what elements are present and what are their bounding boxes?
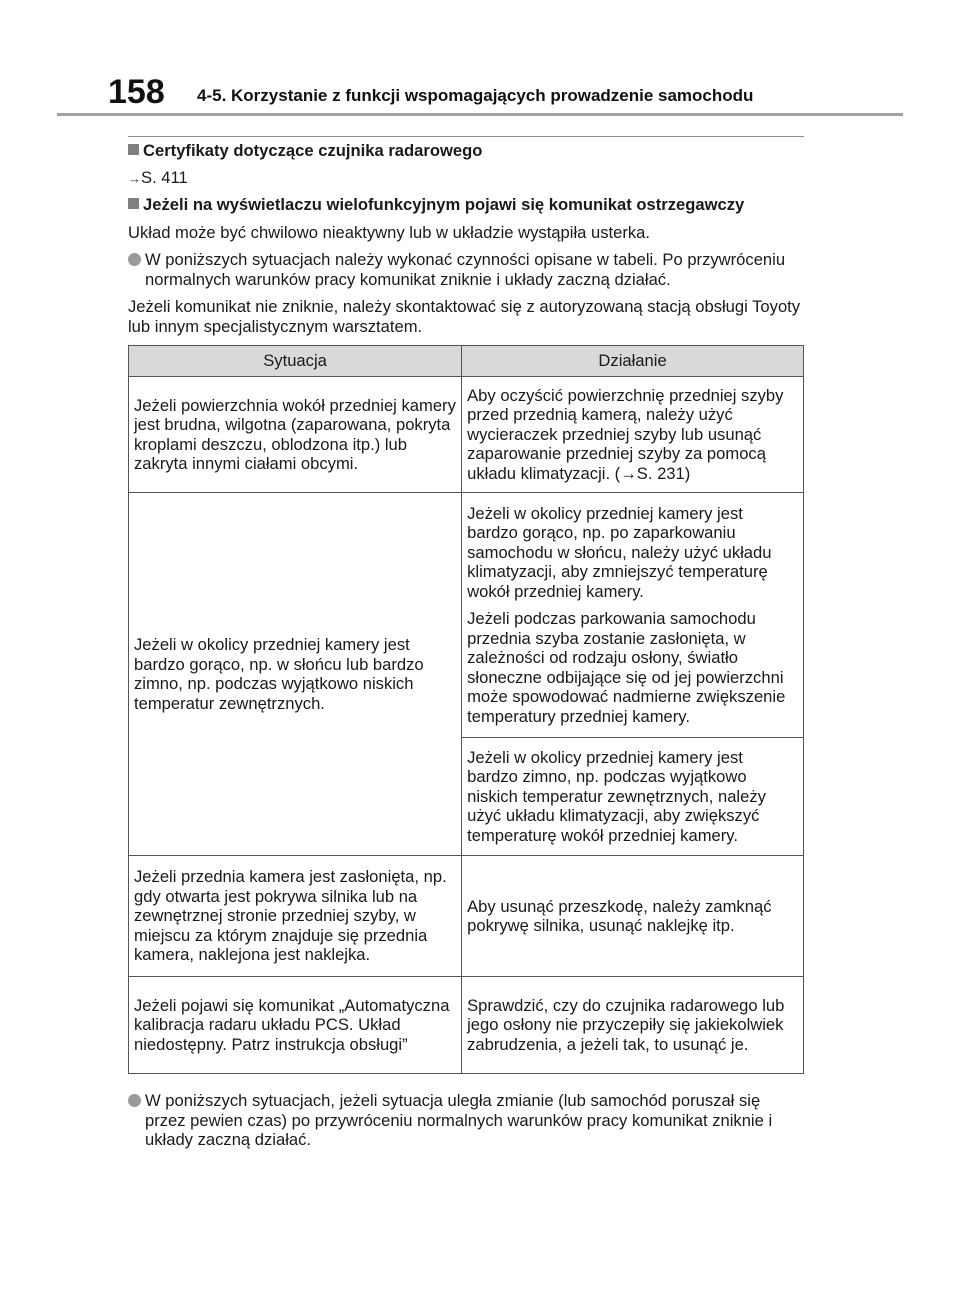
table-row xyxy=(129,377,804,493)
round-bullet-icon xyxy=(128,253,141,266)
warning-heading-text: Jeżeli na wyświetlaczu wielofunkcyjnym pojawi się komunikat ostrzegawczy xyxy=(143,195,745,214)
warning-intro: Układ może być chwilowo nieaktywny lub w układzie wystąpiła usterka. xyxy=(128,222,651,242)
action-cell: Sprawdzić, czy do czujnika radarowego lub jego osłony nie przyczepiły się jakiekolwiek zabrudzenia, a jeżeli tak, to usunąć je. xyxy=(462,977,804,1074)
bottom-section xyxy=(128,1091,804,1150)
cert-heading-text: Certyfikaty dotyczące czujnika radarowego xyxy=(143,141,483,160)
arrow-right-icon: → xyxy=(128,170,141,186)
chapter-title: 4-5. Korzystanie z funkcji wspomagających prowadzenie samochodu xyxy=(197,86,754,105)
table-row xyxy=(129,977,804,1074)
bullet-item xyxy=(128,1091,804,1150)
section-divider xyxy=(128,136,804,137)
situation-cell: Jeżeli pojawi się komunikat „Automatyczna kalibracja radaru układu PCS. Układ niedostępny. Patrz instrukcja obsługi” xyxy=(129,977,462,1074)
bullet-item xyxy=(128,250,804,289)
table-header-row xyxy=(129,346,804,377)
action-cell: Jeżeli w okolicy przedniej kamery jest bardzo zimno, np. podczas wyjątkowo niskich temperatur zewnętrznych, należy użyć układu klimatyzacji, aby zwiększyć temperaturę wokół przedniej kamery. xyxy=(462,738,804,856)
cert-reference-text: S. 411 xyxy=(141,167,188,187)
action-cell xyxy=(462,493,804,738)
page-number: 158 xyxy=(108,73,165,111)
table-row xyxy=(129,493,804,738)
situation-cell: Jeżeli powierzchnia wokół przedniej kamery jest brudna, wilgotna (zaparowana, pokryta kroplami deszczu, oblodzona itp.) lub zakryta innymi ciałami obcymi. xyxy=(129,377,462,493)
action-cell: Aby oczyścić powierzchnię przedniej szyby przed przednią kamerą, należy użyć wycieraczek przedniej szyby lub usunąć zaparowanie przedniej szyby za pomocą układu klimatyzacji. (→S. 231) xyxy=(462,377,804,493)
situation-cell: Jeżeli w okolicy przedniej kamery jest bardzo gorąco, np. w słońcu lub bardzo zimno, np. podczas wyjątkowo niskich temperatur zewnętrznych. xyxy=(129,493,462,856)
warning-table xyxy=(128,345,804,1074)
square-bullet-icon xyxy=(128,198,139,209)
action-paragraph: Jeżeli w okolicy przedniej kamery jest bardzo gorąco, np. po zaparkowaniu samochodu w słońcu, należy użyć układu klimatyzacji, aby zmniejszyć temperaturę wokół przedniej kamery. xyxy=(467,503,772,601)
cert-heading xyxy=(128,141,804,161)
header-situation: Sytuacja xyxy=(129,346,462,377)
page-header xyxy=(0,0,960,118)
main-content xyxy=(128,141,804,336)
situation-cell: Jeżeli przednia kamera jest zasłonięta, np. gdy otwarta jest pokrywa silnika lub na zewnętrznej stronie przedniej szyby, w miejscu za którym znajduje się przednia kamera, naklejona jest naklejka. xyxy=(129,856,462,977)
bullet-text: W poniższych sytuacjach należy wykonać czynności opisane w tabeli. Po przywróceniu normalnych warunków pracy komunikat zniknie i układy zaczną działać. xyxy=(145,250,786,289)
table-row xyxy=(129,856,804,977)
header-divider xyxy=(57,113,903,116)
contact-text: Jeżeli komunikat nie zniknie, należy skontaktować się z autoryzowaną stacją obsługi Toyoty lub innym specjalistycznym warsztatem. xyxy=(128,297,801,336)
cert-reference[interactable] xyxy=(128,168,804,189)
round-bullet-icon xyxy=(128,1094,141,1107)
action-cell: Aby usunąć przeszkodę, należy zamknąć pokrywę silnika, usunąć naklejkę itp. xyxy=(462,856,804,977)
bullet-text: W poniższych sytuacjach, jeżeli sytuacja uległa zmianie (lub samochód poruszał się przez pewien czas) po przywróceniu normalnych warunków pracy komunikat zniknie i układy zaczną działać. xyxy=(145,1091,773,1149)
action-paragraph: Jeżeli podczas parkowania samochodu przednia szyba zostanie zasłonięta, w zależności od rodzaju osłony, światło słoneczne odbijające się od jej powierzchni może spowodować nadmierne zwiększenie temperatury przedniej kamery. xyxy=(467,609,786,726)
square-bullet-icon xyxy=(128,144,139,155)
warning-heading xyxy=(128,195,804,215)
header-action: Działanie xyxy=(462,346,804,377)
